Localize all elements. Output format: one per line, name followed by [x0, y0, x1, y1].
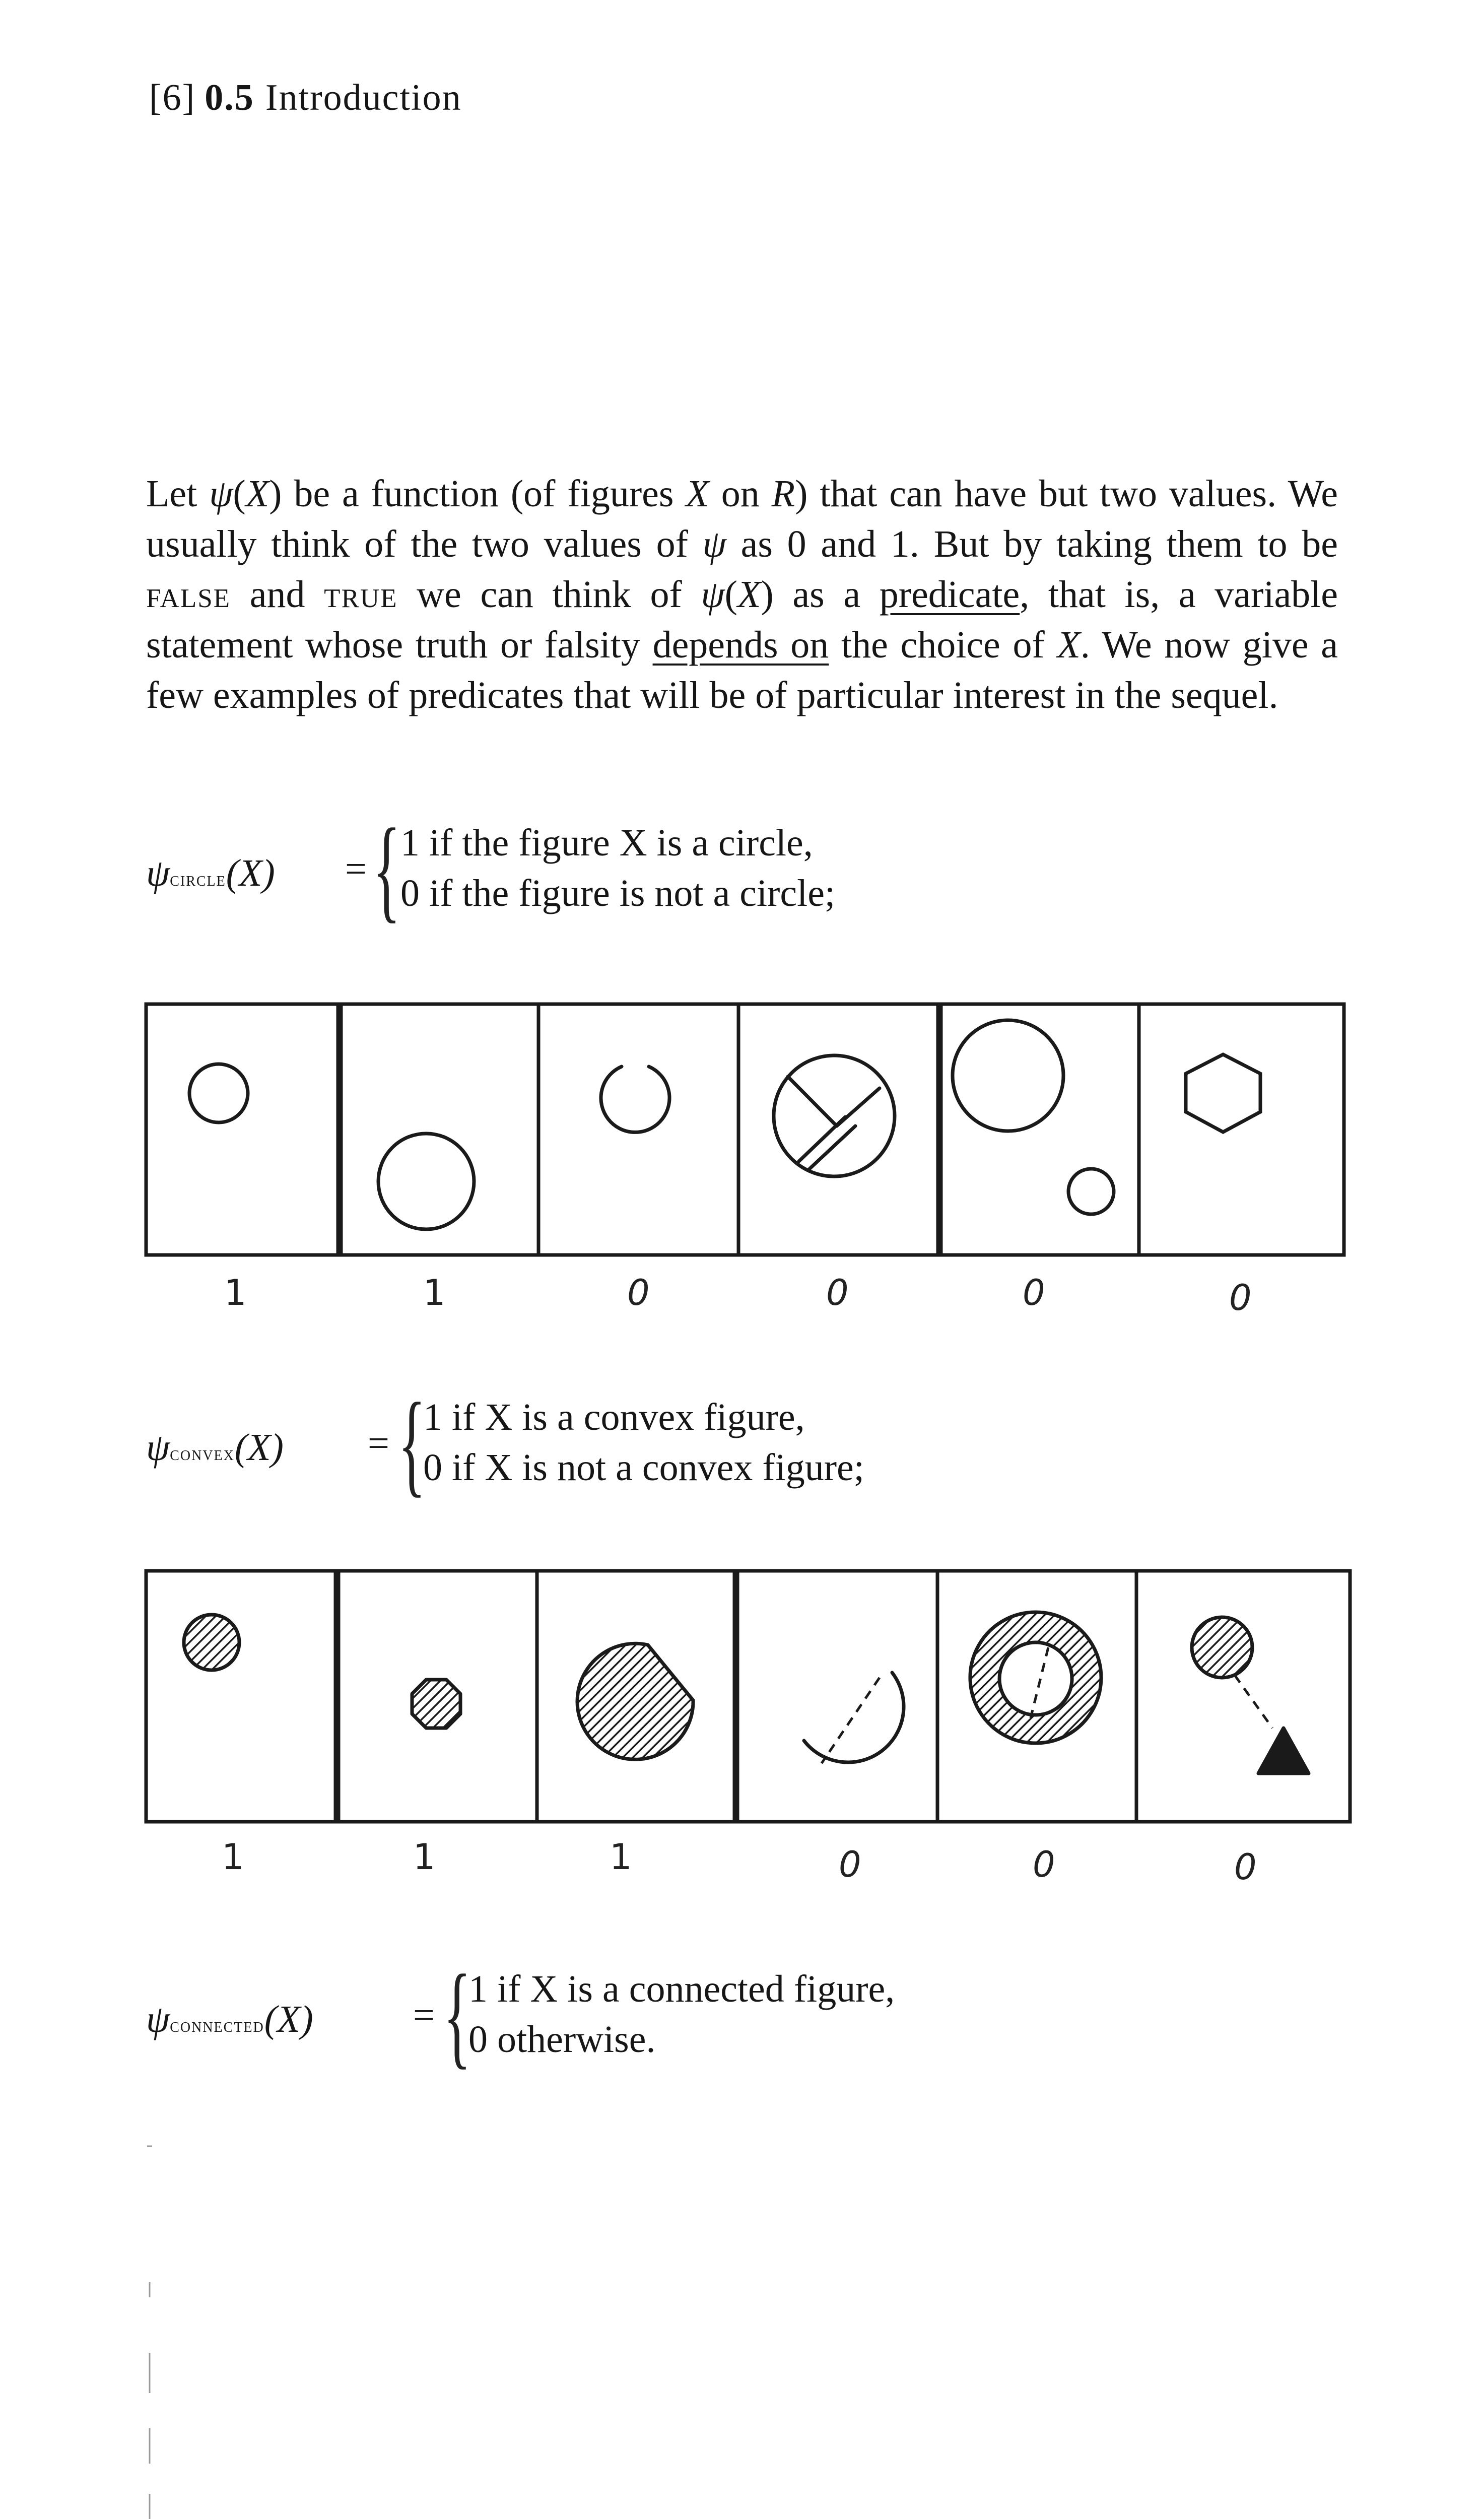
hatched-truncated-disk-icon	[577, 1643, 693, 1759]
circle-label-6: 0	[1229, 1277, 1252, 1318]
large-circle-icon	[378, 1134, 474, 1229]
convex-panels-figure	[144, 1567, 1353, 1834]
definition-case-1: 1 if X is a connected figure,	[468, 1968, 895, 2010]
definition-case-1: 1 if X is a convex figure,	[423, 1396, 805, 1438]
circle-label-4: 0	[826, 1272, 849, 1313]
definition-lhs: ψconnected(X)	[146, 1998, 313, 2040]
circle-label-5: 0	[1023, 1272, 1045, 1313]
definition-circle	[146, 805, 1002, 937]
equals-sign: =	[345, 848, 367, 890]
definition-lhs: ψcircle(X)	[146, 852, 275, 894]
term-depends-on: depends on	[652, 624, 829, 666]
convex-label-6: 0	[1234, 1846, 1257, 1888]
open-circle-icon	[601, 1067, 669, 1132]
convex-label-2: 1	[413, 1836, 436, 1878]
circle-label-3: 0	[627, 1272, 650, 1313]
hatched-octagon-icon	[412, 1680, 460, 1728]
equals-sign: =	[368, 1422, 389, 1465]
term-true: true	[324, 573, 398, 616]
paragraph-text: Let ψ(X) be a function (of figures X on R) that can have but two values. We usually think of the two values of ψ as 0 and 1. But by taking them to be false and true we can think of ψ(X) as a predicate, that is, a variable statement whose truth or falsity depends on the choice of X. We now give a few examples of predicates that will be of particular interest in the sequel.	[146, 473, 1338, 716]
disk-and-triangle-icon	[1192, 1617, 1252, 1678]
convex-label-3: 1	[610, 1836, 632, 1878]
section-title: Introduction	[265, 77, 462, 118]
convex-example-panels	[144, 1567, 1353, 1834]
brace-icon: {	[373, 805, 401, 933]
page-number: [6]	[149, 77, 196, 118]
equals-sign: =	[413, 1994, 435, 2036]
convex-label-1: 1	[222, 1836, 244, 1878]
circle-example-panels	[144, 1000, 1348, 1267]
definition-case-1: 1 if the figure X is a circle,	[400, 822, 813, 864]
brace-icon: {	[398, 1379, 426, 1507]
circle-and-small-circle-icon	[953, 1020, 1063, 1131]
definition-case-2: 0 if the figure is not a circle;	[400, 872, 836, 914]
definition-case-2: 0 if X is not a convex figure;	[423, 1446, 864, 1489]
definition-convex	[146, 1379, 1053, 1511]
brace-icon: {	[443, 1951, 471, 2079]
definition-connected	[146, 1951, 1103, 2083]
running-header	[149, 77, 462, 119]
hatched-disk-icon	[184, 1615, 239, 1670]
body-paragraph	[146, 469, 1338, 720]
circle-with-chords-icon	[774, 1055, 895, 1176]
convex-label-5: 0	[1033, 1844, 1055, 1885]
hatched-annulus-icon	[970, 1612, 1101, 1743]
margin-scan-marks	[147, 2131, 152, 2519]
term-predicate: predicate	[879, 573, 1020, 616]
circle-panels-figure	[144, 1000, 1348, 1267]
definition-lhs: ψconvex(X)	[146, 1426, 284, 1469]
section-number: 0.5	[205, 77, 254, 118]
circle-label-2: 1	[423, 1272, 446, 1313]
small-circle-icon	[189, 1064, 248, 1122]
hexagon-icon	[1186, 1054, 1260, 1132]
term-false: false	[146, 573, 231, 616]
circle-label-1: 1	[224, 1272, 247, 1313]
hatched-crescent-icon	[804, 1673, 904, 1762]
convex-label-4: 0	[839, 1844, 861, 1885]
definition-case-2: 0 otherwise.	[468, 2018, 656, 2061]
